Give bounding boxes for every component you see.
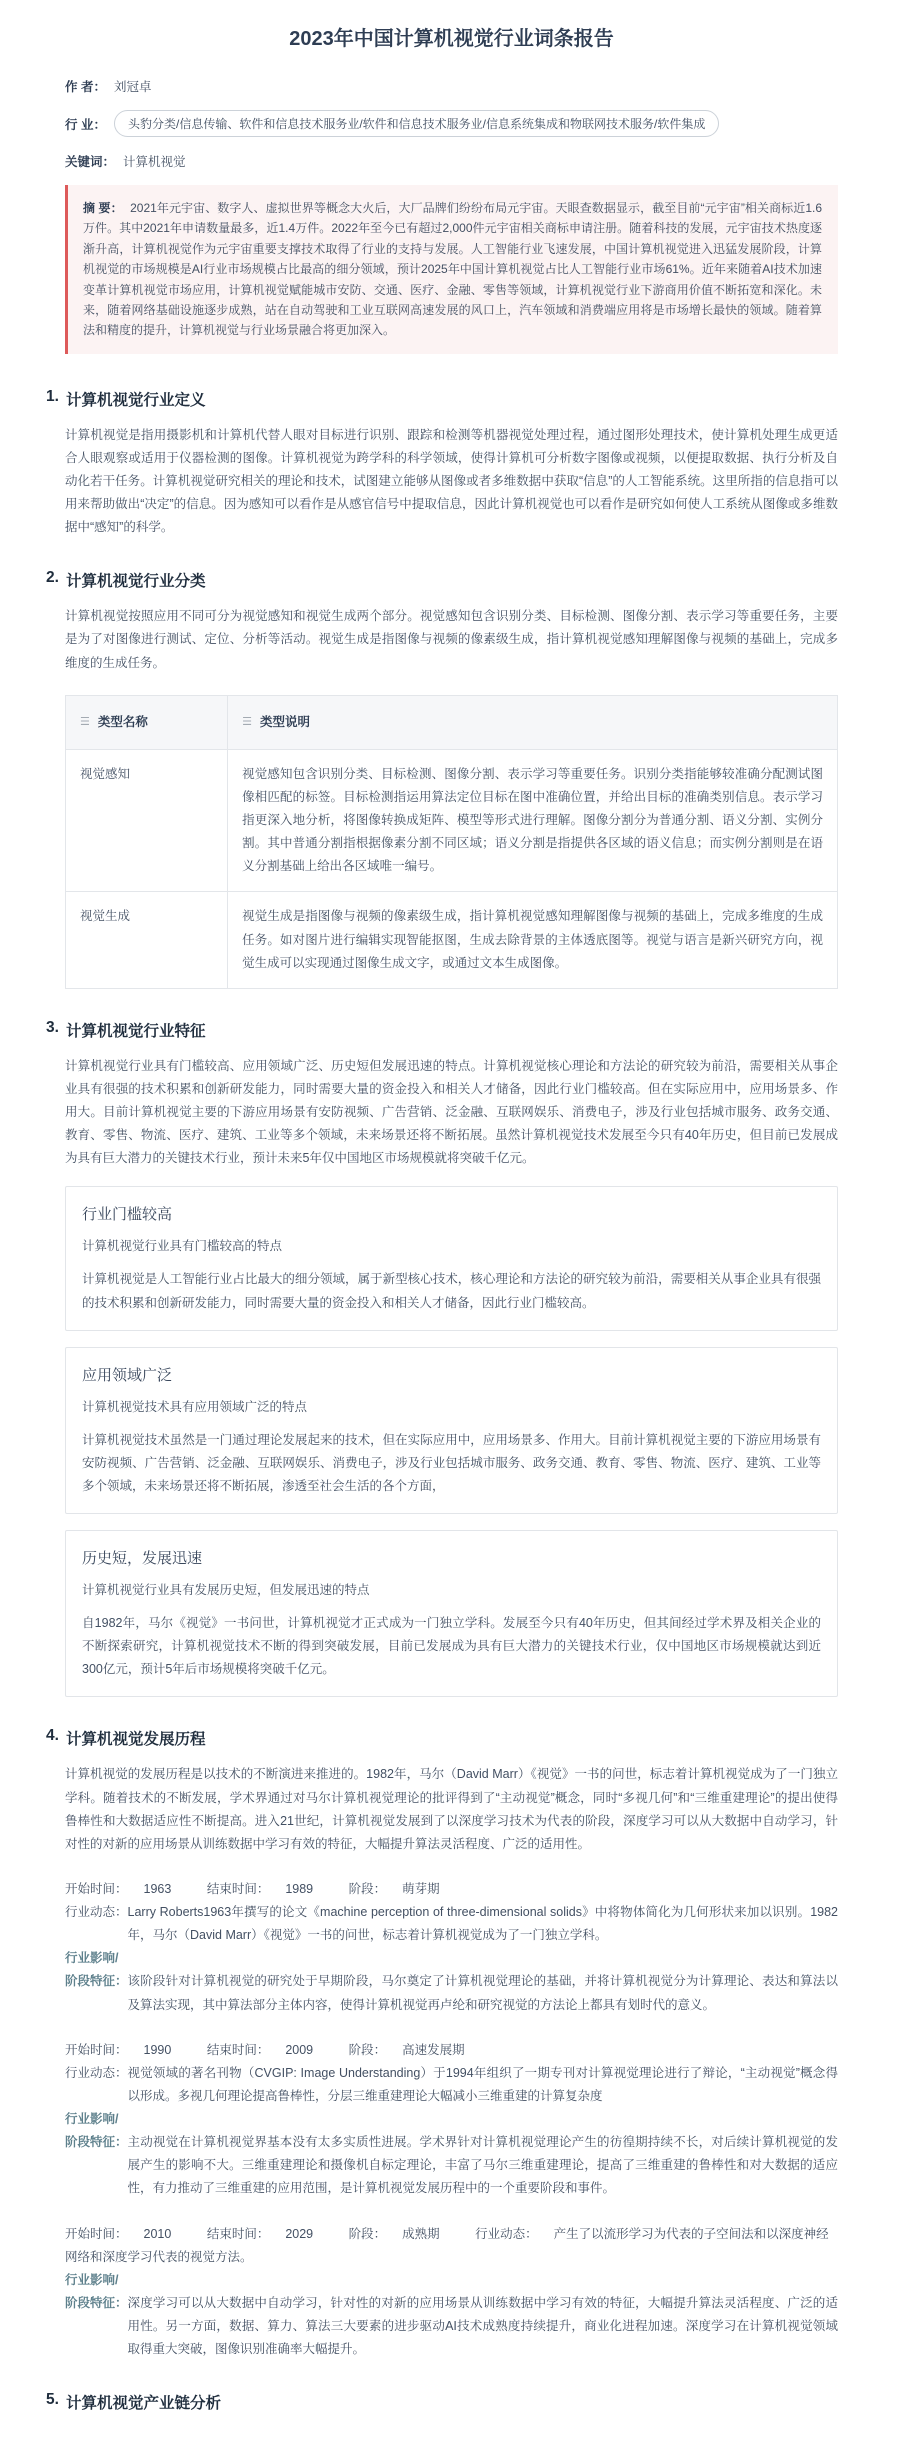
feature-card — [65, 1186, 838, 1330]
timeline-entry — [65, 1878, 838, 2017]
table-header-row — [66, 695, 838, 749]
table-header-type-name — [66, 695, 228, 749]
page-title: 2023年中国计算机视觉行业词条报告 — [289, 28, 614, 50]
stage: 阶段： 萌芽期 — [348, 1881, 440, 1896]
card-subtitle: 计算机视觉行业具有门槛较高的特点 — [82, 1239, 283, 1254]
feature-card — [65, 1530, 838, 1697]
industry-row — [65, 110, 838, 137]
dynamics-text: 视觉领域的著名刊物（CVGIP: Image Understanding）于1994年组织了一期专刊对计算视觉理论进行了辩论，“主动视觉”概念得以形成。多视几何理论提高鲁棒性，分层三维重建理论大幅减小三维重建的计算复杂度 — [127, 2065, 838, 2103]
abstract-label: 摘 要： — [83, 201, 123, 215]
keywords-label: 关键词： — [65, 155, 116, 169]
keywords-row — [65, 152, 838, 170]
table-header-label: 类型名称 — [97, 714, 148, 729]
keywords-value: 计算机视觉 — [123, 155, 186, 169]
feature-label: 阶段特征： — [65, 2135, 128, 2150]
dynamics-label: 行业动态： — [65, 1905, 128, 1920]
entry-meta — [65, 2039, 838, 2062]
section-number: 2. — [46, 569, 59, 587]
section-number: 4. — [46, 1727, 59, 1745]
section-heading — [46, 388, 838, 410]
impact-label: 行业影响/ — [65, 2272, 119, 2287]
section-body: 计算机视觉是指用摄影机和计算机代替人眼对目标进行识别、跟踪和检测等机器视觉处理过程，通过图形处理技术，使计算机处理生成更适合人眼观察或适用于仪器检测的图像。计算机视觉为跨学科的科学领域，使得计算机可分析数字图像或视频，以便提取数据、执行分析及自动化若干任务。计算机视觉研究相关的理论和技术，试图建立能够从图像或者多维数据中获取“信息”的人工智能系统。这里所指的信息指可以用来帮助做出“决定”的信息。因为感知可以看作是从感官信号中提取信息，因此计算机视觉也可以看作是研究如何使人工系统从图像或多维数据中“感知”的科学。 — [65, 427, 838, 535]
impact-label: 行业影响/ — [65, 1951, 119, 1966]
card-title: 应用领域广泛 — [82, 1366, 173, 1384]
stage: 阶段： 成熟期 — [348, 2226, 440, 2241]
section-heading — [46, 569, 838, 591]
cell-type-desc: 视觉生成是指图像与视频的像素级生成，指计算机视觉感知理解图像与视频的基础上，完成多维度的生成任务。如对图片进行编辑实现智能抠图，生成去除背景的主体透底图等。视觉与语言是新兴研究方向，视觉生成可以实现通过图像生成文字，或通过文本生成图像。 — [228, 892, 838, 988]
card-subtitle: 计算机视觉技术具有应用领域广泛的特点 — [82, 1399, 308, 1414]
feature-text: 深度学习可以从大数据中自动学习，针对性的对新的应用场景从训练数据中学习有效的特征，大幅提升算法灵活程度、广泛的适用性。另一方面，数据、算力、算法三大要素的进步驱动AI技术成熟度持续提升，商业化进程加速。深度学习在计算机视觉领域取得重大突破，图像识别准确率大幅提升。 — [127, 2295, 838, 2357]
section-body: 计算机视觉按照应用不同可分为视觉感知和视觉生成两个部分。视觉感知包含识别分类、目标检测、图像分割、表示学习等重要任务，主要是为了对图像进行测试、定位、分析等活动。视觉生成是指图像与视频的像素级生成，指计算机视觉感知理解图像与视频的基础上，完成多维度的生成任务。 — [65, 609, 838, 670]
card-title: 行业门槛较高 — [82, 1206, 173, 1224]
abstract-text: 2021年元宇宙、数字人、虚拟世界等概念大火后，大厂品牌们纷纷布局元宇宙。天眼查数据显示，截至目前“元宇宙”相关商标近1.6万件。其中2021年申请数量最多，近1.4万件。2022年至今已有超过2,000件元宇宙相关商标申请注册。随着科技的发展，元宇宙技术热度逐渐升高，计算机视觉作为元宇宙重要支撑技术取得了行业的支持与发展。人工智能行业飞速发展，中国计算机视觉进入迅猛发展阶段，计算机视觉的市场规模是AI行业市场规模占比最高的细分领域，预计2025年中国计算机视觉占比人工智能行业市场61%。近年来随着AI技术加速变革计算机视觉市场应用，计算机视觉赋能城市安防、交通、医疗、金融、零售等领域，计算机视觉行业下游商用价值不断拓宽和深化。未来，随着网络基础设施逐步成熟，站在自动驾驶和工业互联网高速发展的风口上，汽车领域和消费端应用将是市场增长最快的领域。随着算法和精度的提升，计算机视觉与行业场景融合将更加深入。 — [83, 201, 823, 338]
entry-meta — [65, 2223, 838, 2269]
section-body: 计算机视觉行业具有门槛较高、应用领域广泛、历史短但发展迅速的特点。计算机视觉核心理论和方法论的研究较为前沿，需要相关从事企业具有很强的技术积累和创新研发能力，同时需要大量的资金投入和相关人才储备，因此行业门槛较高。但在实际应用中，应用场景多、作用大。目前计算机视觉主要的下游应用场景有安防视频、广告营销、泛金融、互联网娱乐、消费电子，涉及行业包括城市服务、政务交通、教育、零售、物流、医疗、建筑、工业等多个领域，未来场景还将不断拓展。虽然计算机视觉技术发展至今只有40年历史，但目前已发展成为具有巨大潜力的关键技术行业，预计未来5年仅中国地区市场规模就将突破千亿元。 — [65, 1058, 838, 1166]
card-subtitle: 计算机视觉行业具有发展历史短，但发展迅速的特点 — [82, 1583, 370, 1598]
section-heading — [46, 1727, 838, 1749]
dynamics-label: 行业动态： — [65, 2065, 128, 2080]
section-number: 3. — [46, 1018, 59, 1036]
abstract-box — [65, 185, 838, 354]
author-label: 作 者： — [65, 80, 106, 94]
cell-type-name: 视觉生成 — [66, 892, 228, 988]
card-body: 自1982年，马尔《视觉》一书问世，计算机视觉才正式成为一门独立学科。发展至今只有40年历史，但其间经过学术界及相关企业的不断探索研究，计算机视觉技术不断的得到突破发展，目前已发展成为具有巨大潜力的关键技术行业，仅中国地区市场规模就达到近300亿元，预计5年后市场规模将突破千亿元。 — [82, 1616, 821, 1677]
section-title: 计算机视觉产业链分析 — [65, 2395, 221, 2413]
column-menu-icon: ☰ — [242, 716, 252, 729]
entry-dynamics — [65, 2062, 838, 2108]
section-body: 计算机视觉的发展历程是以技术的不断演进来推进的。1982年，马尔（David Marr）《视觉》一书的问世，标志着计算机视觉成为了一门独立学科。随着技术的不断发展，学术界通过对马尔计算机视觉理论的批评得到了“主动视觉”概念，同时“多视几何”和“三维重建理论”的提出使得鲁棒性和大数据适应性不断提高。进入21世纪，计算机视觉发展到了以深度学习技术为代表的阶段，深度学习可以从大数据中自动学习，针对性的对新的应用场景从训练数据中学习有效的特征，大幅提升算法灵活程度、广泛的适用性。 — [65, 1767, 838, 1851]
card-body: 计算机视觉技术虽然是一门通过理论发展起来的技术，但在实际应用中，应用场景多、作用大。目前计算机视觉主要的下游应用场景有安防视频、广告营销、泛金融、互联网娱乐、消费电子，涉及行业包括城市服务、政务交通、教育、零售、物流、医疗、建筑、工业等多个领域，未来场景还将不断拓展，渗透至社会生活的各个方面， — [82, 1432, 821, 1493]
stage: 阶段： 高速发展期 — [348, 2042, 465, 2057]
timeline-entry — [65, 2223, 838, 2362]
end-time: 结束时间： 1989 — [206, 1881, 314, 1896]
section-title: 计算机视觉行业分类 — [65, 573, 206, 591]
section-development — [46, 1727, 838, 2361]
section-title: 计算机视觉行业特征 — [65, 1022, 206, 1040]
feature-text: 该阶段针对计算机视觉的研究处于早期阶段，马尔奠定了计算机视觉理论的基础，并将计算机视觉分为计算理论、表达和算法以及算法实现，其中算法部分主体内容，使得计算机视觉再卢纶和研究视觉的方法论上都具有划时代的意义。 — [127, 1974, 838, 2012]
section-number: 1. — [46, 387, 59, 405]
table-row — [66, 892, 838, 988]
section-heading — [46, 1019, 838, 1041]
table-row — [66, 749, 838, 892]
author-row — [65, 77, 838, 95]
start-time: 开始时间： 1990 — [65, 2042, 172, 2057]
cell-type-name: 视觉感知 — [66, 749, 228, 892]
timeline-entry — [65, 2039, 838, 2201]
entry-feature — [65, 1970, 838, 2016]
section-title: 计算机视觉行业定义 — [65, 391, 206, 409]
dynamics-text: 产生了以流形学习为代表的子空间法和以深度神经网络和深度学习代表的视觉方法。 — [65, 2226, 829, 2264]
industry-label: 行 业： — [65, 117, 106, 132]
impact-label: 行业影响/ — [65, 2112, 119, 2127]
feature-text: 主动视觉在计算机视觉界基本没有太多实质性进展。学术界针对计算机视觉理论产生的彷徨期持续不长，对后续计算机视觉的发展产生的影响不大。三维重建理论和摄像机自标定理论，丰富了马尔三维重建理论，提高了三维重建的鲁棒性和对大数据的适应性，有力推动了三维重建的应用范围，是计算机视觉发展历程中的一个重要阶段和事件。 — [127, 2135, 838, 2196]
section-industry-chain — [46, 2391, 838, 2413]
cell-type-desc: 视觉感知包含识别分类、目标检测、图像分割、表示学习等重要任务。识别分类指能够较准确分配测试图像相匹配的标签。目标检测指运用算法定位目标在图中准确位置，并给出目标的准确类别信息。表示学习指更深入地分析，将图像转换成矩阵、模型等形式进行理解。图像分割分为普通分割、语义分割、实例分割。其中普通分割指根据像素分割不同区域；语义分割是指提供各区域的语义信息；而实例分割则是在语义分割基础上给出各区域唯一编号。 — [228, 749, 838, 892]
section-definition — [46, 387, 838, 540]
card-title: 历史短，发展迅速 — [82, 1550, 203, 1568]
start-time: 开始时间： 2010 — [65, 2226, 172, 2241]
section-number: 5. — [46, 2391, 59, 2409]
entry-meta — [65, 1878, 838, 1901]
section-features — [46, 1018, 838, 1698]
feature-label: 阶段特征： — [65, 1974, 128, 1989]
section-heading — [46, 2391, 838, 2413]
end-time: 结束时间： 2009 — [206, 2042, 314, 2057]
dynamics-label: 行业动态： — [475, 2226, 538, 2241]
section-classification — [46, 569, 838, 989]
card-body: 计算机视觉是人工智能行业占比最大的细分领域，属于新型核心技术，核心理论和方法论的研究较为前沿，需要相关从事企业具有很强的技术积累和创新研发能力，同时需要大量的资金投入和相关人才储备，因此行业门槛较高。 — [82, 1272, 821, 1310]
table-header-type-desc — [228, 695, 838, 749]
industry-tag: 头豹分类/信息传输、软件和信息技术服务业/软件和信息技术服务业/信息系统集成和物联网技术服务/软件集成 — [114, 110, 719, 137]
entry-feature — [65, 2131, 838, 2200]
end-time: 结束时间： 2029 — [206, 2226, 314, 2241]
classification-table — [65, 695, 838, 989]
column-menu-icon: ☰ — [80, 716, 90, 729]
entry-feature — [65, 2292, 838, 2361]
dynamics-text: Larry Roberts1963年撰写的论文《machine perception of three-dimensional solids》中将物体简化为几何形状来加以识别。1982年，马尔（David Marr）《视觉》一书的问世，标志着计算机视觉成为了一门独立学科。 — [127, 1905, 838, 1943]
section-title: 计算机视觉发展历程 — [65, 1731, 206, 1749]
feature-card — [65, 1347, 838, 1514]
entry-dynamics — [65, 1901, 838, 1947]
start-time: 开始时间： 1963 — [65, 1881, 172, 1896]
author-value: 刘冠卓 — [113, 80, 152, 94]
feature-label: 阶段特征： — [65, 2295, 128, 2310]
table-header-label: 类型说明 — [259, 714, 310, 729]
